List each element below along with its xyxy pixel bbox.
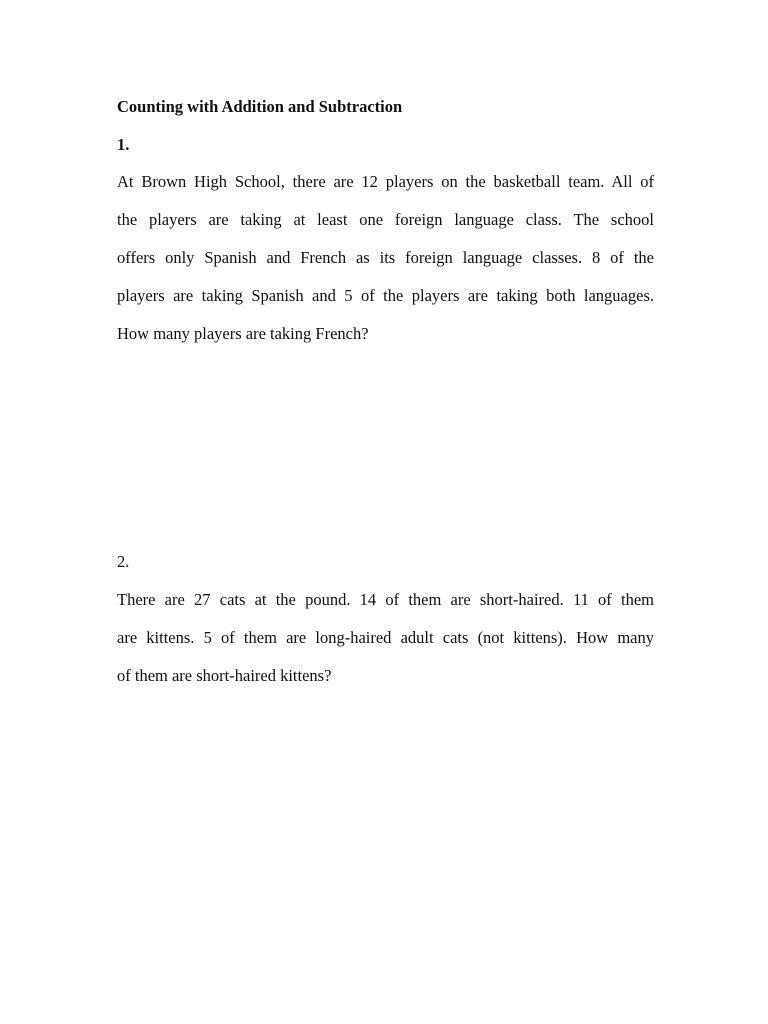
question-2-line-1: There are 27 cats at the pound. 14 of them are short-haired. 11 of them: [117, 590, 654, 609]
question-2-line-3: of them are short-haired kittens?: [117, 666, 332, 685]
question-1-text: [117, 163, 654, 353]
question-2-number: 2.: [117, 552, 130, 571]
document-title: Counting with Addition and Subtraction: [117, 97, 403, 116]
question-1-line-5: How many players are taking French?: [117, 324, 369, 343]
question-1-line-1: At Brown High School, there are 12 players on the basketball team. All of: [117, 172, 654, 191]
question-1-line-4: players are taking Spanish and 5 of the players are taking both languages.: [117, 286, 654, 305]
question-1-number: 1.: [117, 135, 130, 154]
question-1-line-3: offers only Spanish and French as its foreign language classes. 8 of the: [117, 248, 654, 267]
question-2-text: [117, 581, 654, 695]
question-1-line-2: the players are taking at least one foreign language class. The school: [117, 210, 654, 229]
question-2-line-2: are kittens. 5 of them are long-haired adult cats (not kittens). How many: [117, 628, 654, 647]
